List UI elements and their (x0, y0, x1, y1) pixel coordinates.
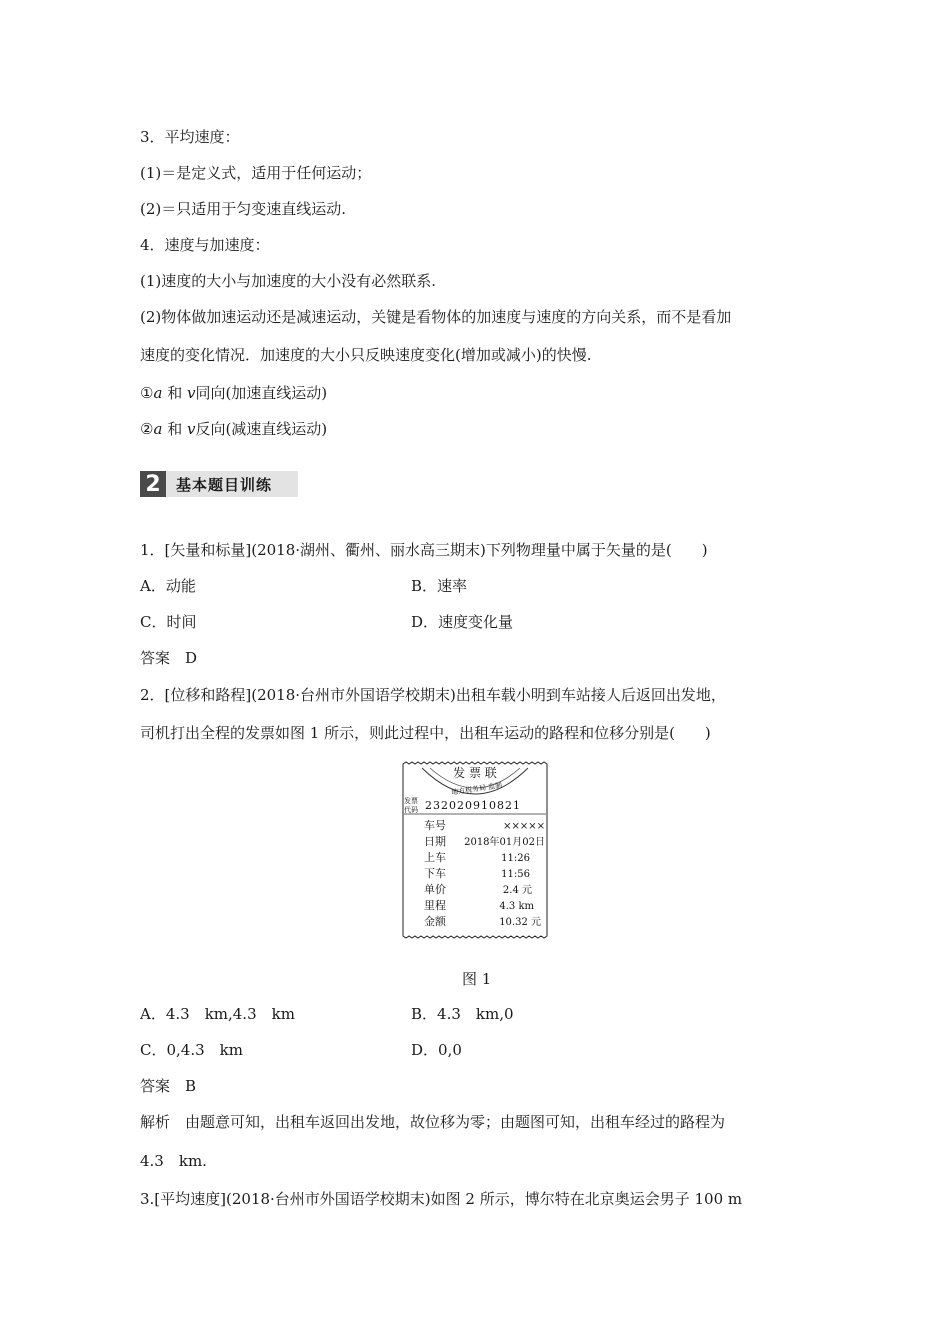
section-title: 基本题目训练 (176, 475, 273, 494)
section3-line2: (2)＝只适用于匀变速直线运动. (140, 200, 347, 218)
receipt-row-label: 上车 (424, 851, 446, 864)
q2-stem-line1: 2．[位移和路程](2018·台州市外国语学校期末)出租车载小明到车站接人后返回出发地， (140, 686, 726, 704)
receipt-code-label-2: 代码 (404, 806, 418, 814)
section3-title: 3．平均速度： (140, 128, 240, 146)
receipt-svg (400, 760, 550, 940)
receipt-row-label: 车号 (424, 819, 446, 832)
receipt-row-label: 单价 (424, 883, 446, 896)
receipt-subtitle: 地方税务局 监制 (450, 781, 503, 797)
section4-line2a: (2)物体做加速运动还是减速运动，关键是看物体的加速度与速度的方向关系，而不是看加 (140, 308, 732, 326)
q2-option-a: A．4.3 km,4.3 km (140, 1005, 295, 1023)
q2-option-b: B．4.3 km,0 (411, 1005, 514, 1023)
q1-option-d: D．速度变化量 (411, 613, 514, 631)
receipt-row-label: 里程 (424, 899, 446, 912)
q1-answer: 答案 D (140, 649, 198, 667)
receipt-row-value: 11:26 (501, 853, 530, 864)
receipt-figure (400, 760, 550, 940)
q1-option-b: B．速率 (411, 577, 468, 595)
q2-analysis-line1: 解析 由题意可知，出租车返回出发地，故位移为零；由题图可知，出租车经过的路程为 (140, 1113, 726, 1131)
section4-item2: ②a 和 v反向(减速直线运动) (140, 420, 328, 438)
section-header (140, 471, 298, 497)
receipt-row-label: 下车 (424, 867, 446, 880)
receipt-row-label: 日期 (424, 835, 446, 848)
receipt-code-label-1: 发票 (404, 797, 418, 805)
q2-stem-line2: 司机打出全程的发票如图 1 所示，则此过程中，出租车运动的路程和位移分别是( ) (140, 724, 711, 742)
q2-option-c: C．0,4.3 km (140, 1041, 243, 1059)
section-number: 2 (140, 471, 166, 497)
q2-analysis-line2: 4.3 km. (140, 1152, 207, 1170)
section4-item1: ①a 和 v同向(加速直线运动) (140, 384, 328, 402)
receipt-row-value: 4.3 km (499, 901, 534, 912)
figure-caption: 图 1 (462, 970, 492, 988)
q1-option-c: C．时间 (140, 613, 197, 631)
section4-title: 4．速度与加速度： (140, 236, 270, 254)
q2-answer: 答案 B (140, 1077, 197, 1095)
receipt-row-label: 金额 (424, 915, 446, 928)
receipt-row-value: 2018年01月02日 (464, 837, 545, 848)
receipt-row-value: 2.4 元 (502, 885, 532, 896)
q3-stem: 3.[平均速度](2018·台州市外国语学校期末)如图 2 所示，博尔特在北京奥运会男子 100 m (140, 1190, 743, 1208)
q1-stem: 1．[矢量和标量](2018·湖州、衢州、丽水高三期末)下列物理量中属于矢量的是( ) (140, 541, 708, 559)
receipt-row-value: ××××× (503, 821, 545, 832)
section4-line1: (1)速度的大小与加速度的大小没有必然联系. (140, 272, 437, 290)
q2-option-d: D．0,0 (411, 1041, 462, 1059)
section3-line1: (1)＝是定义式，适用于任何运动； (140, 164, 372, 182)
receipt-title: 发 票 联 (453, 766, 497, 780)
section4-line2b: 速度的变化情况．加速度的大小只反映速度变化(增加或减小)的快慢. (140, 346, 592, 364)
receipt-code: 232020910821 (425, 799, 521, 812)
q1-option-a: A．动能 (140, 577, 196, 595)
receipt-row-value: 11:56 (501, 869, 530, 880)
receipt-row-value: 10.32 元 (499, 917, 541, 928)
